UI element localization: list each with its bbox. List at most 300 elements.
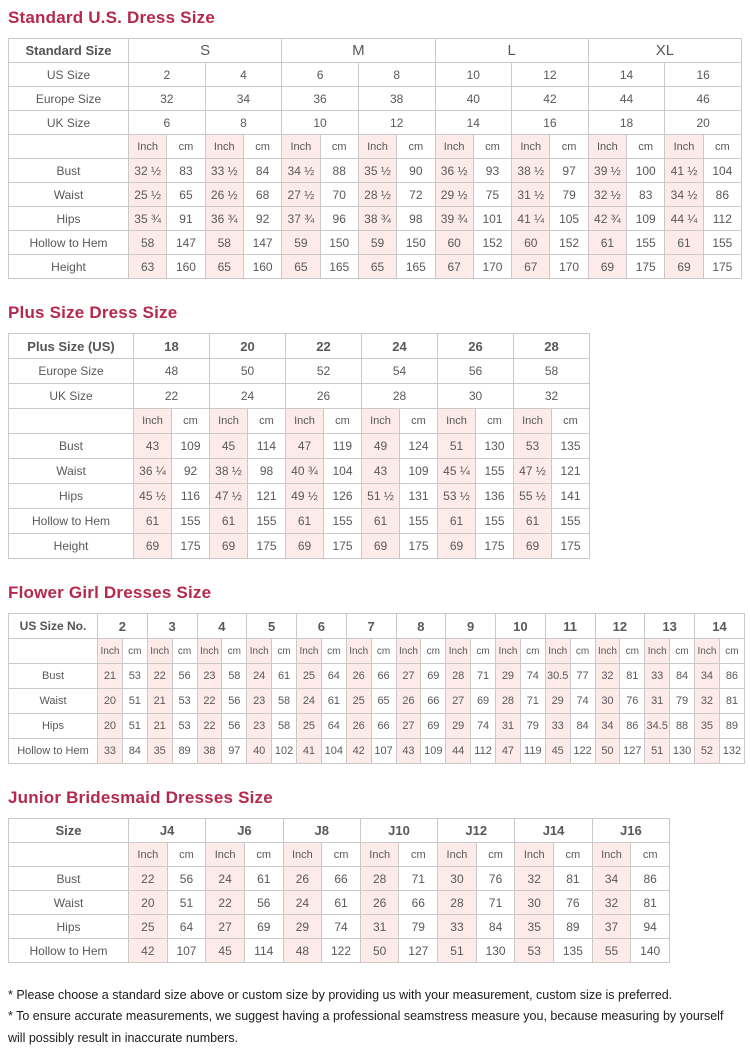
cm-value: 150 bbox=[397, 231, 435, 255]
section-title-junior-bridesmaid: Junior Bridesmaid Dresses Size bbox=[8, 788, 273, 807]
cm-value: 155 bbox=[172, 509, 210, 534]
unit-cm-label: cm bbox=[321, 639, 346, 664]
cm-value: 83 bbox=[167, 159, 205, 183]
measurement-row bbox=[9, 689, 745, 714]
inch-value: 35 ¾ bbox=[129, 207, 167, 231]
size-value: 16 bbox=[512, 111, 589, 135]
size-value: 6 bbox=[129, 111, 206, 135]
inch-value: 25 bbox=[297, 664, 322, 689]
cm-value: 56 bbox=[222, 689, 247, 714]
unit-cm-label: cm bbox=[552, 409, 590, 434]
inch-value: 69 bbox=[210, 534, 248, 559]
measurement-row bbox=[9, 484, 590, 509]
cm-value: 119 bbox=[324, 434, 362, 459]
corner-label: Standard Size bbox=[9, 39, 129, 63]
unit-cm-label: cm bbox=[421, 639, 446, 664]
size-value: 34 bbox=[205, 87, 282, 111]
units-row bbox=[9, 639, 745, 664]
inch-value: 42 bbox=[129, 939, 168, 963]
inch-value: 24 bbox=[297, 689, 322, 714]
cm-value: 107 bbox=[167, 939, 206, 963]
inch-value: 69 bbox=[514, 534, 552, 559]
cm-value: 84 bbox=[570, 714, 595, 739]
inch-value: 69 bbox=[286, 534, 324, 559]
inch-value: 38 ½ bbox=[512, 159, 550, 183]
cm-value: 150 bbox=[320, 231, 358, 255]
cm-value: 64 bbox=[321, 714, 346, 739]
inch-value: 28 ½ bbox=[358, 183, 396, 207]
inch-value: 60 bbox=[512, 231, 550, 255]
unit-inch-label: Inch bbox=[129, 843, 168, 867]
unit-cm-label: cm bbox=[670, 639, 695, 664]
row-label: UK Size bbox=[9, 111, 129, 135]
cm-value: 136 bbox=[476, 484, 514, 509]
inch-value: 21 bbox=[147, 689, 172, 714]
cm-value: 86 bbox=[620, 714, 645, 739]
inch-value: 36 ½ bbox=[435, 159, 473, 183]
inch-value: 50 bbox=[595, 739, 620, 764]
cm-value: 84 bbox=[670, 664, 695, 689]
header-row bbox=[9, 614, 745, 639]
cm-value: 165 bbox=[397, 255, 435, 279]
cm-value: 135 bbox=[552, 434, 590, 459]
inch-value: 49 bbox=[362, 434, 400, 459]
row-label: Bust bbox=[9, 664, 98, 689]
row-label: Bust bbox=[9, 434, 134, 459]
size-header-value: J12 bbox=[438, 819, 515, 843]
units-row bbox=[9, 409, 590, 434]
cm-value: 109 bbox=[627, 207, 665, 231]
cm-value: 61 bbox=[322, 891, 361, 915]
size-header-value: 12 bbox=[595, 614, 645, 639]
cm-value: 69 bbox=[421, 714, 446, 739]
size-value: 12 bbox=[358, 111, 435, 135]
inch-value: 35 bbox=[695, 714, 720, 739]
row-label: Hollow to Hem bbox=[9, 509, 134, 534]
cm-value: 114 bbox=[248, 434, 286, 459]
inch-value: 61 bbox=[665, 231, 703, 255]
inch-value: 51 bbox=[438, 939, 477, 963]
inch-value: 28 bbox=[360, 867, 399, 891]
cm-value: 98 bbox=[248, 459, 286, 484]
cm-value: 132 bbox=[719, 739, 744, 764]
size-header-value: 22 bbox=[286, 334, 362, 359]
size-header-value: 24 bbox=[362, 334, 438, 359]
row-label: Hips bbox=[9, 714, 98, 739]
unit-inch-label: Inch bbox=[665, 135, 703, 159]
measurement-row bbox=[9, 509, 590, 534]
inch-value: 26 bbox=[346, 664, 371, 689]
plus-size-table bbox=[8, 333, 590, 559]
inch-value: 51 bbox=[645, 739, 670, 764]
inch-value: 45 ¼ bbox=[438, 459, 476, 484]
cm-value: 58 bbox=[272, 689, 297, 714]
cm-value: 105 bbox=[550, 207, 588, 231]
size-header-value: J14 bbox=[515, 819, 592, 843]
cm-value: 130 bbox=[476, 434, 514, 459]
unit-cm-label: cm bbox=[324, 409, 362, 434]
units-row-spacer bbox=[9, 409, 134, 434]
inch-value: 35 bbox=[515, 915, 554, 939]
inch-value: 32 bbox=[695, 689, 720, 714]
size-value: 18 bbox=[588, 111, 665, 135]
cm-value: 70 bbox=[320, 183, 358, 207]
unit-inch-label: Inch bbox=[247, 639, 272, 664]
inch-value: 29 bbox=[446, 714, 471, 739]
cm-value: 66 bbox=[371, 664, 396, 689]
inch-value: 27 ½ bbox=[282, 183, 320, 207]
cm-value: 72 bbox=[397, 183, 435, 207]
inch-value: 27 bbox=[396, 664, 421, 689]
cm-value: 77 bbox=[570, 664, 595, 689]
inch-value: 30 bbox=[515, 891, 554, 915]
cm-value: 127 bbox=[399, 939, 438, 963]
cm-value: 114 bbox=[244, 939, 283, 963]
inch-value: 43 bbox=[134, 434, 172, 459]
inch-value: 33 bbox=[98, 739, 123, 764]
measurement-row bbox=[9, 891, 670, 915]
unit-inch-label: Inch bbox=[496, 639, 521, 664]
inch-value: 61 bbox=[438, 509, 476, 534]
units-row bbox=[9, 843, 670, 867]
unit-inch-label: Inch bbox=[297, 639, 322, 664]
cm-value: 122 bbox=[570, 739, 595, 764]
inch-value: 25 bbox=[129, 915, 168, 939]
unit-inch-label: Inch bbox=[358, 135, 396, 159]
unit-cm-label: cm bbox=[397, 135, 435, 159]
inch-value: 23 bbox=[247, 714, 272, 739]
header-row bbox=[9, 334, 590, 359]
unit-inch-label: Inch bbox=[512, 135, 550, 159]
inch-value: 47 bbox=[496, 739, 521, 764]
unit-inch-label: Inch bbox=[595, 639, 620, 664]
unit-cm-label: cm bbox=[476, 409, 514, 434]
inch-value: 25 bbox=[346, 689, 371, 714]
cm-value: 96 bbox=[320, 207, 358, 231]
inch-value: 61 bbox=[588, 231, 626, 255]
inch-value: 34 ½ bbox=[282, 159, 320, 183]
size-row bbox=[9, 111, 742, 135]
unit-cm-label: cm bbox=[167, 843, 206, 867]
inch-value: 48 bbox=[283, 939, 322, 963]
size-header-value: 4 bbox=[197, 614, 247, 639]
size-header-value: M bbox=[282, 39, 435, 63]
cm-value: 84 bbox=[122, 739, 147, 764]
unit-inch-label: Inch bbox=[98, 639, 123, 664]
cm-value: 152 bbox=[473, 231, 511, 255]
size-header-value: 20 bbox=[210, 334, 286, 359]
footnote-seamstress: * To ensure accurate measurements, we suggest having a professional seamstress measure you, because measuring by yourself will possibly result in inaccurate numbers. bbox=[8, 1009, 724, 1045]
size-value: 30 bbox=[438, 384, 514, 409]
size-value: 58 bbox=[514, 359, 590, 384]
inch-value: 29 bbox=[545, 689, 570, 714]
corner-label: Plus Size (US) bbox=[9, 334, 134, 359]
inch-value: 28 bbox=[438, 891, 477, 915]
row-label: Europe Size bbox=[9, 87, 129, 111]
cm-value: 109 bbox=[400, 459, 438, 484]
unit-cm-label: cm bbox=[172, 639, 197, 664]
size-value: 44 bbox=[588, 87, 665, 111]
inch-value: 22 bbox=[147, 664, 172, 689]
inch-value: 34 bbox=[595, 714, 620, 739]
inch-value: 53 bbox=[515, 939, 554, 963]
row-label: Height bbox=[9, 255, 129, 279]
unit-inch-label: Inch bbox=[205, 135, 243, 159]
measurement-row bbox=[9, 664, 745, 689]
unit-inch-label: Inch bbox=[438, 843, 477, 867]
cm-value: 121 bbox=[248, 484, 286, 509]
inch-value: 38 bbox=[197, 739, 222, 764]
size-header-value: 18 bbox=[134, 334, 210, 359]
unit-inch-label: Inch bbox=[134, 409, 172, 434]
inch-value: 29 ½ bbox=[435, 183, 473, 207]
inch-value: 41 bbox=[297, 739, 322, 764]
inch-value: 35 ½ bbox=[358, 159, 396, 183]
cm-value: 79 bbox=[520, 714, 545, 739]
measurement-row bbox=[9, 183, 742, 207]
section-standard-size bbox=[8, 8, 742, 279]
cm-value: 130 bbox=[670, 739, 695, 764]
unit-cm-label: cm bbox=[399, 843, 438, 867]
inch-value: 22 bbox=[206, 891, 245, 915]
cm-value: 83 bbox=[627, 183, 665, 207]
cm-value: 175 bbox=[324, 534, 362, 559]
inch-value: 34 ½ bbox=[665, 183, 703, 207]
measurement-row bbox=[9, 714, 745, 739]
inch-value: 59 bbox=[358, 231, 396, 255]
inch-value: 58 bbox=[129, 231, 167, 255]
size-value: 10 bbox=[435, 63, 512, 87]
cm-value: 86 bbox=[703, 183, 741, 207]
unit-inch-label: Inch bbox=[695, 639, 720, 664]
size-value: 4 bbox=[205, 63, 282, 87]
row-label: Europe Size bbox=[9, 359, 134, 384]
inch-value: 30 bbox=[438, 867, 477, 891]
cm-value: 84 bbox=[243, 159, 281, 183]
size-row bbox=[9, 63, 742, 87]
row-label: US Size bbox=[9, 63, 129, 87]
row-label: Bust bbox=[9, 159, 129, 183]
cm-value: 94 bbox=[631, 915, 670, 939]
inch-value: 65 bbox=[282, 255, 320, 279]
cm-value: 69 bbox=[244, 915, 283, 939]
inch-value: 53 ½ bbox=[438, 484, 476, 509]
section-title-flower-girl: Flower Girl Dresses Size bbox=[8, 583, 212, 602]
header-row bbox=[9, 819, 670, 843]
unit-inch-label: Inch bbox=[435, 135, 473, 159]
inch-value: 26 ½ bbox=[205, 183, 243, 207]
inch-value: 69 bbox=[588, 255, 626, 279]
cm-value: 175 bbox=[627, 255, 665, 279]
inch-value: 33 bbox=[545, 714, 570, 739]
unit-inch-label: Inch bbox=[514, 409, 552, 434]
inch-value: 61 bbox=[362, 509, 400, 534]
measurement-row bbox=[9, 207, 742, 231]
size-header-value: 5 bbox=[247, 614, 297, 639]
cm-value: 88 bbox=[320, 159, 358, 183]
plus-size-table-container bbox=[8, 333, 742, 559]
cm-value: 65 bbox=[371, 689, 396, 714]
inch-value: 27 bbox=[396, 714, 421, 739]
row-label: Hollow to Hem bbox=[9, 939, 129, 963]
cm-value: 97 bbox=[222, 739, 247, 764]
size-header-value: 10 bbox=[496, 614, 546, 639]
size-value: 14 bbox=[588, 63, 665, 87]
junior-size-table bbox=[8, 818, 670, 963]
units-row-spacer bbox=[9, 135, 129, 159]
unit-cm-label: cm bbox=[272, 639, 297, 664]
cm-value: 74 bbox=[570, 689, 595, 714]
inch-value: 45 ½ bbox=[134, 484, 172, 509]
measurement-row bbox=[9, 739, 745, 764]
cm-value: 122 bbox=[322, 939, 361, 963]
cm-value: 56 bbox=[222, 714, 247, 739]
inch-value: 25 bbox=[297, 714, 322, 739]
size-header-value: 2 bbox=[98, 614, 148, 639]
inch-value: 23 bbox=[197, 664, 222, 689]
unit-inch-label: Inch bbox=[360, 843, 399, 867]
size-value: 8 bbox=[205, 111, 282, 135]
size-value: 40 bbox=[435, 87, 512, 111]
cm-value: 66 bbox=[371, 714, 396, 739]
cm-value: 175 bbox=[552, 534, 590, 559]
size-header-value: J16 bbox=[592, 819, 669, 843]
inch-value: 31 bbox=[360, 915, 399, 939]
unit-inch-label: Inch bbox=[446, 639, 471, 664]
inch-value: 59 bbox=[282, 231, 320, 255]
size-header-value: 28 bbox=[514, 334, 590, 359]
inch-value: 21 bbox=[147, 714, 172, 739]
size-header-value: 26 bbox=[438, 334, 514, 359]
cm-value: 175 bbox=[248, 534, 286, 559]
cm-value: 104 bbox=[324, 459, 362, 484]
inch-value: 42 bbox=[346, 739, 371, 764]
section-flower-girl bbox=[8, 583, 742, 764]
unit-cm-label: cm bbox=[172, 409, 210, 434]
cm-value: 170 bbox=[550, 255, 588, 279]
unit-cm-label: cm bbox=[248, 409, 286, 434]
size-value: 56 bbox=[438, 359, 514, 384]
row-label: Waist bbox=[9, 183, 129, 207]
cm-value: 116 bbox=[172, 484, 210, 509]
standard-size-table bbox=[8, 38, 742, 279]
cm-value: 155 bbox=[552, 509, 590, 534]
inch-value: 45 bbox=[545, 739, 570, 764]
size-header-value: XL bbox=[588, 39, 741, 63]
cm-value: 81 bbox=[631, 891, 670, 915]
measurement-row bbox=[9, 159, 742, 183]
inch-value: 37 bbox=[592, 915, 631, 939]
cm-value: 109 bbox=[421, 739, 446, 764]
cm-value: 61 bbox=[321, 689, 346, 714]
inch-value: 20 bbox=[98, 689, 123, 714]
inch-value: 24 bbox=[283, 891, 322, 915]
unit-cm-label: cm bbox=[620, 639, 645, 664]
cm-value: 107 bbox=[371, 739, 396, 764]
cm-value: 89 bbox=[554, 915, 593, 939]
cm-value: 75 bbox=[473, 183, 511, 207]
unit-cm-label: cm bbox=[719, 639, 744, 664]
cm-value: 170 bbox=[473, 255, 511, 279]
inch-value: 67 bbox=[435, 255, 473, 279]
unit-cm-label: cm bbox=[631, 843, 670, 867]
inch-value: 20 bbox=[129, 891, 168, 915]
inch-value: 43 bbox=[362, 459, 400, 484]
inch-value: 65 bbox=[358, 255, 396, 279]
size-header-value: J4 bbox=[129, 819, 206, 843]
inch-value: 24 bbox=[206, 867, 245, 891]
cm-value: 165 bbox=[320, 255, 358, 279]
section-plus-size bbox=[8, 303, 742, 559]
inch-value: 38 ¾ bbox=[358, 207, 396, 231]
cm-value: 147 bbox=[167, 231, 205, 255]
size-value: 6 bbox=[282, 63, 359, 87]
size-row bbox=[9, 87, 742, 111]
cm-value: 100 bbox=[627, 159, 665, 183]
unit-cm-label: cm bbox=[627, 135, 665, 159]
section-junior-bridesmaid bbox=[8, 788, 742, 963]
row-label: Hips bbox=[9, 484, 134, 509]
cm-value: 155 bbox=[248, 509, 286, 534]
inch-value: 30.5 bbox=[545, 664, 570, 689]
unit-cm-label: cm bbox=[476, 843, 515, 867]
cm-value: 51 bbox=[122, 714, 147, 739]
units-row bbox=[9, 135, 742, 159]
cm-value: 76 bbox=[476, 867, 515, 891]
cm-value: 93 bbox=[473, 159, 511, 183]
cm-value: 97 bbox=[550, 159, 588, 183]
row-label: Waist bbox=[9, 459, 134, 484]
inch-value: 63 bbox=[129, 255, 167, 279]
inch-value: 24 bbox=[247, 664, 272, 689]
inch-value: 61 bbox=[210, 509, 248, 534]
unit-cm-label: cm bbox=[473, 135, 511, 159]
size-header-value: 14 bbox=[695, 614, 745, 639]
size-value: 46 bbox=[665, 87, 742, 111]
inch-value: 41 ¼ bbox=[512, 207, 550, 231]
size-header-value: 9 bbox=[446, 614, 496, 639]
row-label: Hollow to Hem bbox=[9, 739, 98, 764]
flower-size-table bbox=[8, 613, 745, 764]
cm-value: 135 bbox=[554, 939, 593, 963]
cm-value: 76 bbox=[620, 689, 645, 714]
inch-value: 27 bbox=[206, 915, 245, 939]
inch-value: 47 bbox=[286, 434, 324, 459]
inch-value: 30 bbox=[595, 689, 620, 714]
cm-value: 74 bbox=[471, 714, 496, 739]
cm-value: 71 bbox=[471, 664, 496, 689]
measurement-row bbox=[9, 434, 590, 459]
inch-value: 31 bbox=[645, 689, 670, 714]
cm-value: 74 bbox=[322, 915, 361, 939]
footnote-custom-size: * Please choose a standard size above or custom size by providing us with your measurement, custom size is preferred. bbox=[8, 988, 673, 1002]
cm-value: 66 bbox=[399, 891, 438, 915]
cm-value: 121 bbox=[552, 459, 590, 484]
inch-value: 44 bbox=[446, 739, 471, 764]
cm-value: 98 bbox=[397, 207, 435, 231]
cm-value: 101 bbox=[473, 207, 511, 231]
inch-value: 32 bbox=[595, 664, 620, 689]
inch-value: 35 bbox=[147, 739, 172, 764]
inch-value: 52 bbox=[695, 739, 720, 764]
cm-value: 58 bbox=[222, 664, 247, 689]
size-value: 12 bbox=[512, 63, 589, 87]
unit-cm-label: cm bbox=[550, 135, 588, 159]
cm-value: 69 bbox=[421, 664, 446, 689]
inch-value: 47 ½ bbox=[514, 459, 552, 484]
cm-value: 147 bbox=[243, 231, 281, 255]
cm-value: 68 bbox=[243, 183, 281, 207]
